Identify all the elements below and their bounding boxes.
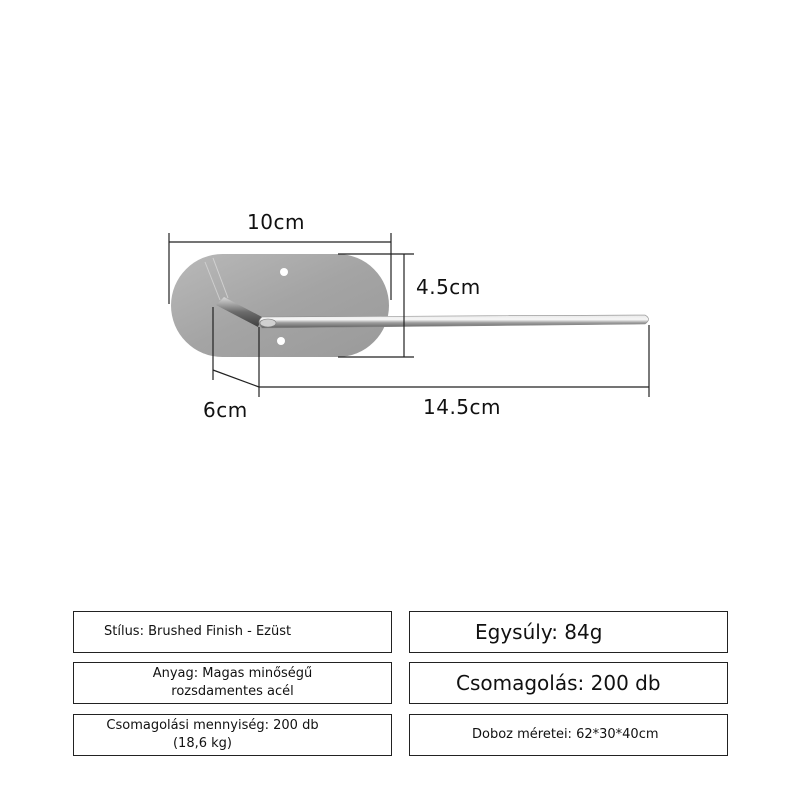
spec-packaging [409,662,728,704]
towel-rod [259,315,649,328]
dimension-label-depth: 6cm [203,398,248,422]
spec-unit-weight-text: Egysúly: 84g [475,619,603,644]
dimension-label-width: 10cm [247,210,305,234]
spec-package-quantity-line-2: (18,6 kg) [172,736,232,751]
dimension-label-height: 4.5cm [416,275,481,299]
spec-material-line-2: rozsdamentes acél [171,684,294,699]
spec-box-dimensions-text: Doboz méretei: 62*30*40cm [472,727,659,743]
spec-packaging-text: Csomagolás: 200 db [456,670,661,695]
spec-style [73,611,392,653]
wall-plate [171,254,389,357]
spec-unit-weight [409,611,728,653]
dimension-label-bar-length: 14.5cm [423,395,502,419]
spec-package-quantity [73,714,392,756]
screw-hole-bottom [277,337,285,345]
spec-box-dimensions [409,714,728,756]
spec-material [73,662,392,704]
screw-hole-top [280,268,288,276]
spec-package-quantity-line-1: Csomagolási mennyiség: 200 db [106,718,319,734]
spec-style-text: Stílus: Brushed Finish - Ezüst [104,624,292,640]
spec-material-line-1: Anyag: Magas minőségű [152,666,313,682]
